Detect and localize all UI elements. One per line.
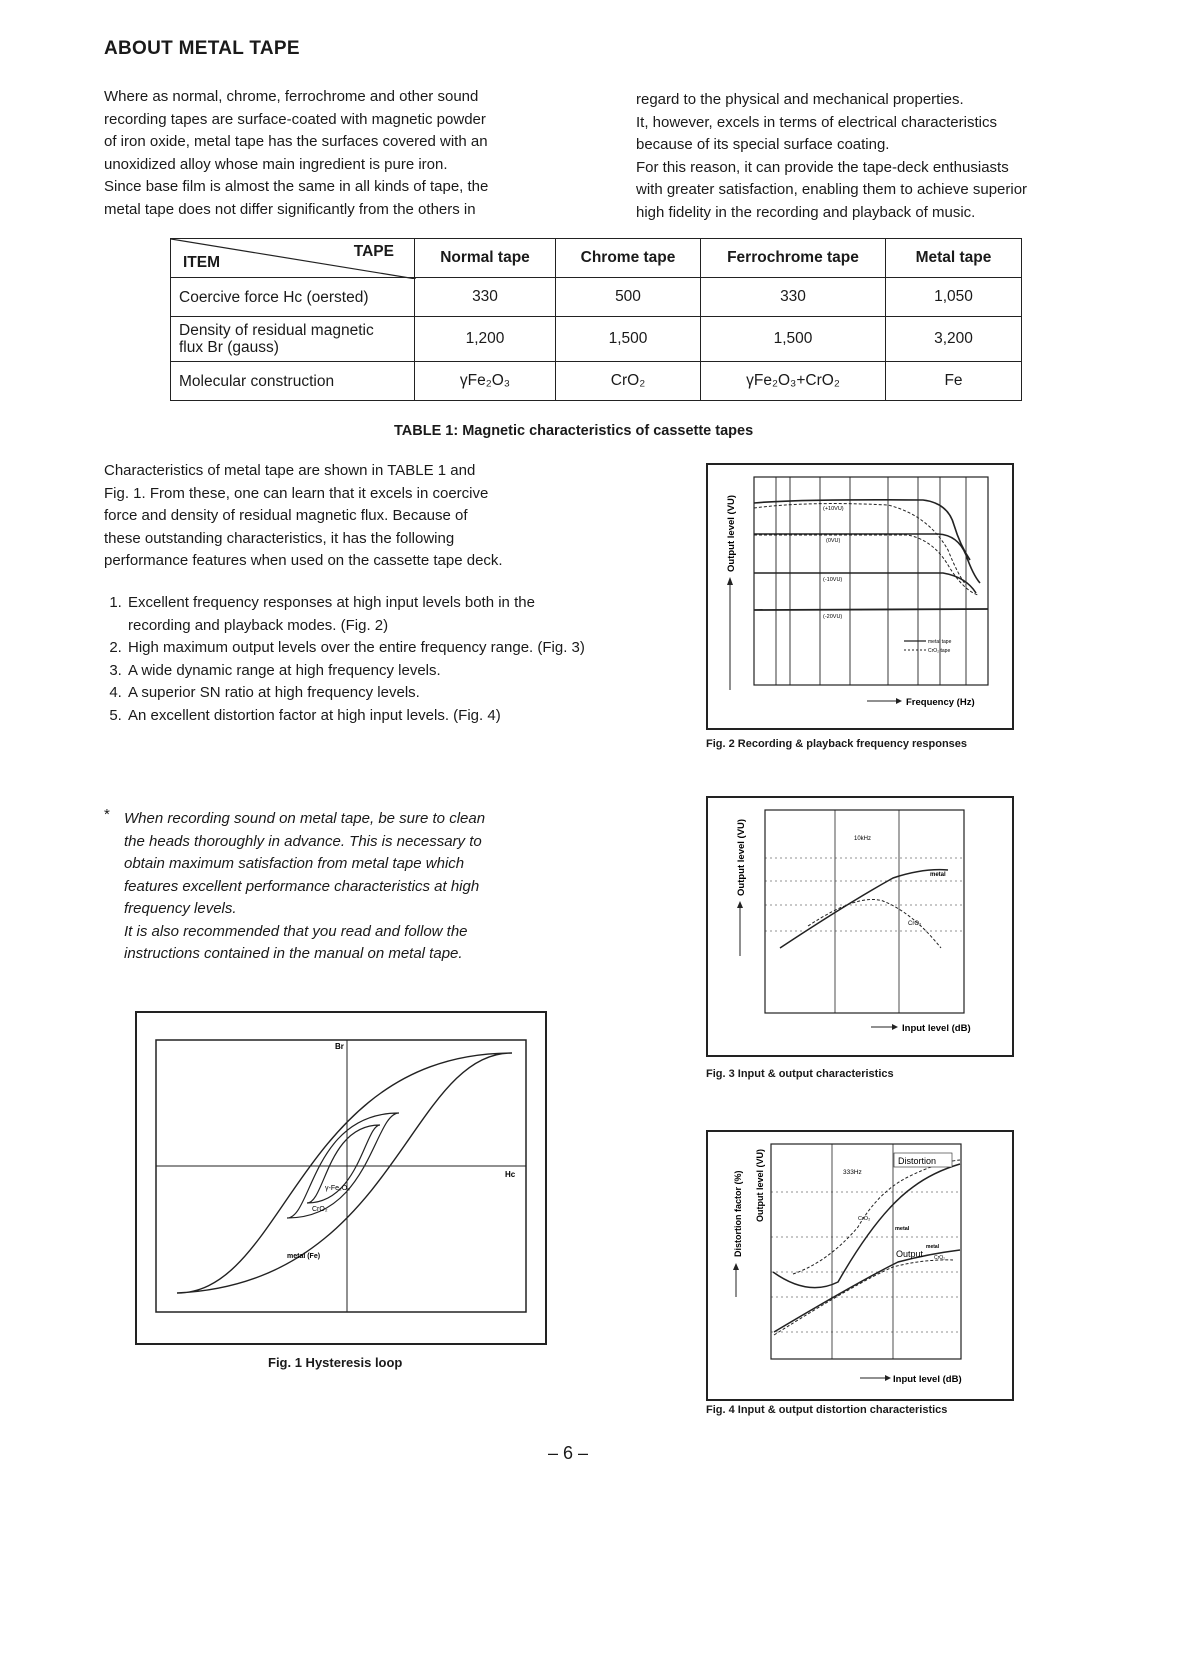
intro-left-line: of iron oxide, metal tape has the surfaces covered with an xyxy=(104,133,488,150)
curve-metal-plus10 xyxy=(754,500,970,560)
intro-left-line: Since base film is almost the same in all kinds of tape, the xyxy=(104,178,489,195)
table-corner-cell xyxy=(171,239,415,278)
list-item: 2. High maximum output levels over the entire frequency range. (Fig. 3) xyxy=(126,637,586,660)
note-star: * xyxy=(104,806,110,823)
fig2-caption: Fig. 2 Recording & playback frequency responses xyxy=(706,738,968,750)
metal-tape-note xyxy=(124,808,564,966)
body-line: force and density of residual magnetic flux. Because of xyxy=(104,507,468,524)
fig2-xlabel: Frequency (Hz) xyxy=(906,697,975,708)
fig3-metal: metal xyxy=(930,872,946,878)
list-item: 1. Excellent frequency responses at high input levels both in the recording and playback modes. (Fig. 2) xyxy=(126,592,586,637)
distortion-graph xyxy=(708,1132,1012,1399)
fig4-gridlines xyxy=(771,1192,961,1332)
frequency-response-graph xyxy=(708,465,1012,728)
fig3-caption: Fig. 3 Input & output characteristics xyxy=(706,1068,894,1080)
corner-item-label: ITEM xyxy=(183,254,221,271)
fig3-cro2: CrO₂ xyxy=(908,921,922,927)
list-item: 3. A wide dynamic range at high frequency levels. xyxy=(126,660,586,683)
cell: Fe xyxy=(886,362,1022,401)
table-row xyxy=(171,278,1022,317)
row-item-line: flux Br (gauss) xyxy=(179,339,279,356)
intro-right-line: For this reason, it can provide the tape-deck enthusiasts xyxy=(636,158,1009,176)
intro-left-line: recording tapes are surface-coated with magnetic powder xyxy=(104,110,486,128)
intro-right-line: because of its special surface coating. xyxy=(636,136,890,153)
fig4-caption: Fig. 4 Input & output distortion characteristics xyxy=(706,1404,948,1416)
cell: 1,500 xyxy=(556,317,701,362)
curve-metal xyxy=(780,870,948,948)
level-label: (0VU) xyxy=(826,538,841,544)
y-arrow-head xyxy=(727,577,733,585)
label-metal: metal (Fe) xyxy=(287,1253,321,1260)
fig1-box xyxy=(135,1011,547,1345)
table-row xyxy=(171,362,1022,401)
curve-metal-minus10 xyxy=(754,573,976,593)
row-item-line: Density of residual magnetic xyxy=(179,322,374,339)
fig2-ylabel: Output level (VU) xyxy=(726,494,737,572)
list-item: 4. A superior SN ratio at high frequency levels. xyxy=(126,682,586,705)
intro-right-line: high fidelity in the recording and playback of music. xyxy=(636,203,976,221)
row-item: Molecular construction xyxy=(171,362,415,401)
curve-metal-minus20 xyxy=(754,609,988,610)
fig4-output: Output xyxy=(896,1249,924,1259)
fig2-plot-area xyxy=(754,477,988,685)
cell: 500 xyxy=(556,278,701,317)
output-cro2 xyxy=(774,1260,953,1335)
fig3-box xyxy=(706,796,1014,1057)
fig4-metal-bottom: metal xyxy=(926,1244,940,1250)
cell: γFe₂O₃ xyxy=(415,362,556,401)
magnetic-characteristics-table xyxy=(170,238,1022,401)
label-br: Br xyxy=(335,1042,344,1051)
fig4-metal-top: metal xyxy=(895,1226,910,1232)
note-line: It is also recommended that you read and follow the xyxy=(124,922,468,940)
header-chrome: Chrome tape xyxy=(556,239,701,278)
fig4-plot-area xyxy=(771,1144,961,1359)
cell: 330 xyxy=(701,278,886,317)
fig4-freq: 333Hz xyxy=(843,1169,862,1176)
x-arrow-head xyxy=(892,1024,898,1030)
label-cro2: CrO₂ xyxy=(312,1206,328,1213)
note-line: obtain maximum satisfaction from metal tape which xyxy=(124,855,465,872)
table-row xyxy=(171,317,1022,362)
fig4-distortion: Distortion xyxy=(898,1156,937,1166)
list-item: 5. An excellent distortion factor at high input levels. (Fig. 4) xyxy=(126,705,586,728)
output-metal xyxy=(774,1250,960,1332)
fig3-freq: 10kHz xyxy=(854,836,872,842)
header-ferrochrome: Ferrochrome tape xyxy=(701,239,886,278)
curve-metal-0 xyxy=(754,534,980,583)
cell: 1,050 xyxy=(886,278,1022,317)
label-fe2o3: γ-Fe₂O₃ xyxy=(325,1185,351,1192)
intro-right xyxy=(636,89,1106,224)
x-arrow-head xyxy=(896,698,902,704)
fig2-box xyxy=(706,463,1014,730)
body-line: Fig. 1. From these, one can learn that it excels in coercive xyxy=(104,484,489,502)
hysteresis-graph xyxy=(137,1013,545,1343)
body-line: performance features when used on the cassette tape deck. xyxy=(104,552,503,569)
loop-metal xyxy=(177,1053,512,1293)
fig3-ylabel: Output level (VU) xyxy=(736,818,747,896)
fig4-ylabel2: Output level (VU) xyxy=(755,1148,765,1222)
note-line: the heads thoroughly in advance. This is necessary to xyxy=(124,832,482,850)
legend-metal: metal tape xyxy=(928,639,952,645)
row-item: Coercive force Hc (oersted) xyxy=(171,278,415,317)
fig4-xlabel: Input level (dB) xyxy=(893,1374,962,1385)
legend-cro2: CrO₂ tape xyxy=(928,648,951,654)
label-hc: Hc xyxy=(505,1170,516,1179)
distortion-metal xyxy=(773,1164,960,1288)
intro-right-line: It, however, excels in terms of electrical characteristics xyxy=(636,113,997,131)
level-label: (-20VU) xyxy=(823,614,843,620)
intro-left-line: unoxidized alloy whose main ingredient is pure iron. xyxy=(104,155,448,173)
intro-left xyxy=(104,86,564,221)
cell: 1,500 xyxy=(701,317,886,362)
fig4-cro2-top: CrO₂ xyxy=(858,1216,871,1222)
fig1-frame xyxy=(156,1040,526,1312)
intro-right-line: with greater satisfaction, enabling them to achieve superior xyxy=(636,181,1028,198)
body-line: Characteristics of metal tape are shown in TABLE 1 and xyxy=(104,462,476,479)
y-arrow-head xyxy=(733,1263,739,1270)
intro-right-line: regard to the physical and mechanical properties. xyxy=(636,91,964,108)
row-item xyxy=(171,317,415,362)
corner-tape-label: TAPE xyxy=(353,243,394,260)
note-line: features excellent performance characteristics at high xyxy=(124,877,480,895)
page-number: – 6 – xyxy=(548,1443,589,1463)
fig4-ylabel1: Distortion factor (%) xyxy=(733,1170,743,1257)
curve-cro2-0 xyxy=(754,535,978,595)
fig4-box xyxy=(706,1130,1014,1401)
y-arrow-head xyxy=(737,901,743,908)
intro-left-line: metal tape does not differ significantly from the others in xyxy=(104,200,476,218)
fig3-xlabel: Input level (dB) xyxy=(902,1023,971,1034)
cell: 1,200 xyxy=(415,317,556,362)
fig1-caption: Fig. 1 Hysteresis loop xyxy=(268,1355,403,1370)
x-arrow-head xyxy=(885,1375,891,1381)
body-line: these outstanding characteristics, it has the following xyxy=(104,529,455,547)
level-label: (-10VU) xyxy=(823,577,843,583)
cell: γFe₂O₃+CrO₂ xyxy=(701,362,886,401)
cell: 330 xyxy=(415,278,556,317)
page-title: ABOUT METAL TAPE xyxy=(104,38,300,59)
note-line: frequency levels. xyxy=(124,900,237,917)
header-metal: Metal tape xyxy=(886,239,1022,278)
header-normal: Normal tape xyxy=(415,239,556,278)
input-output-graph xyxy=(708,798,1012,1055)
intro-left-line: Where as normal, chrome, ferrochrome and other sound xyxy=(104,88,479,105)
body-paragraph xyxy=(104,460,564,573)
cell: 3,200 xyxy=(886,317,1022,362)
feature-list xyxy=(104,592,586,727)
table-caption: TABLE 1: Magnetic characteristics of cassette tapes xyxy=(394,423,754,439)
cell: CrO₂ xyxy=(556,362,701,401)
level-label: (+10VU) xyxy=(823,506,844,512)
fig4-cro2-bottom: CrO₂ xyxy=(934,1255,946,1261)
note-line: instructions contained in the manual on metal tape. xyxy=(124,945,463,962)
note-line: When recording sound on metal tape, be sure to clean xyxy=(124,810,486,827)
